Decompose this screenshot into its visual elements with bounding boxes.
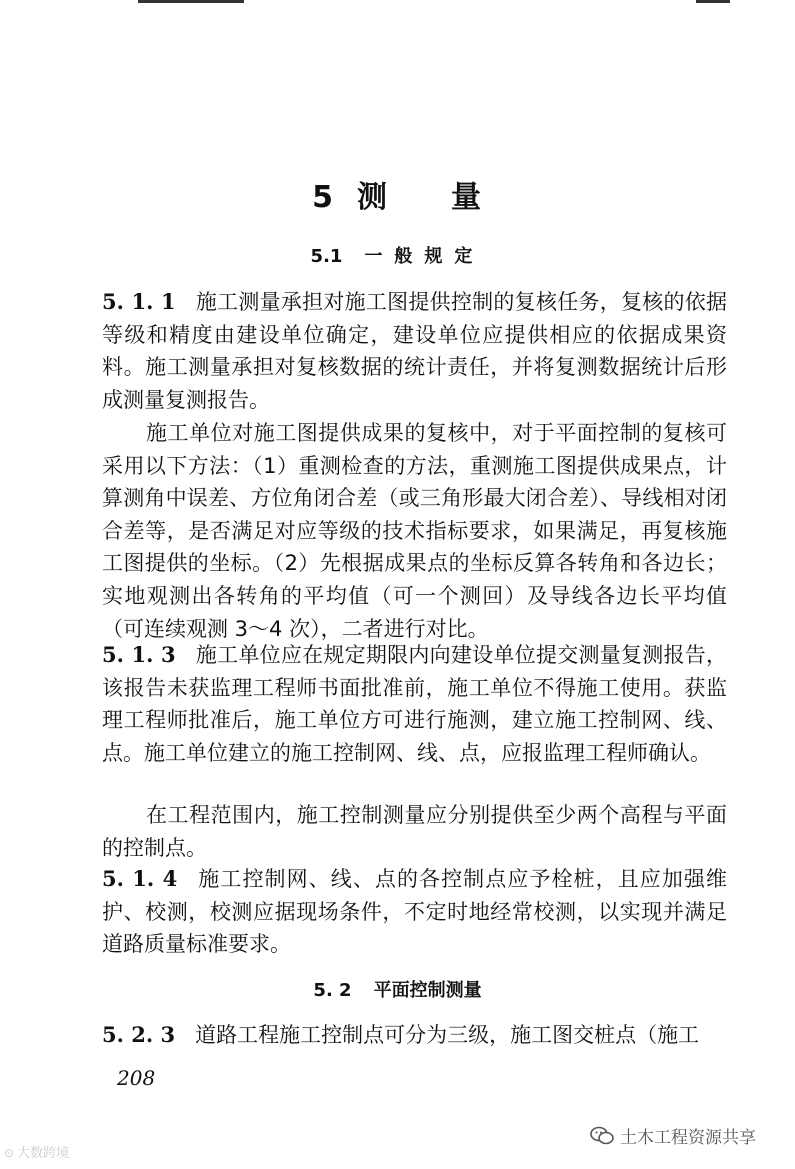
chapter-title-char-2: 量 xyxy=(450,180,483,215)
clause-text: 施工测量承担对施工图提供控制的复核任务，复核的依据等级和精度由建设单位确定，建设单位应提供相应的依据成果资料。施工测量承担对复核数据的统计责任，并将复测数据统计后形成测量复测报告。 xyxy=(102,290,727,412)
clause-text: 道路工程施工控制点可分为三级，施工图交桩点（施工 xyxy=(195,1023,700,1047)
section-heading-5-1 xyxy=(0,242,795,268)
wechat-icon xyxy=(590,1126,614,1146)
top-rule-left xyxy=(138,0,244,3)
watermark-right-text: 土木工程资源共享 xyxy=(620,1128,756,1148)
watermark-right xyxy=(590,1123,756,1148)
section-title: 平面控制测量 xyxy=(373,980,482,1001)
clause-number: 5. 1. 1 xyxy=(102,289,176,314)
top-rule-right xyxy=(696,0,730,3)
watermark-left xyxy=(4,1142,69,1161)
clause-5-1-3 xyxy=(102,639,727,769)
clause-text: 施工单位应在规定期限内向建设单位提交测量复测报告，该报告未获监理工程师书面批准前，施工单位不得施工使用。获监理工程师批准后，施工单位方可进行施测，建立施工控制网、线、点。施工单位建立的施工控制网、线、点，应报监理工程师确认。 xyxy=(102,643,727,765)
clause-number: 5. 1. 4 xyxy=(102,866,178,891)
clause-5-2-3 xyxy=(102,1019,727,1052)
chapter-title xyxy=(0,172,795,216)
clause-number: 5. 2. 3 xyxy=(102,1022,176,1047)
clause-text: 施工控制网、线、点的各控制点应予栓桩，且应加强维护、校测，校测应据现场条件，不定时地经常校测，以实现并满足道路质量标准要求。 xyxy=(102,867,727,957)
paragraph-control-points xyxy=(102,799,727,864)
watermark-left-text: 大数跨境 xyxy=(17,1146,70,1161)
clause-5-1-4 xyxy=(102,863,727,961)
chapter-number: 5 xyxy=(312,180,335,215)
section-number: 5.1 xyxy=(310,246,343,267)
section-title: 一般规定 xyxy=(364,246,485,267)
section-number: 5. 2 xyxy=(313,980,352,1001)
clause-number: 5. 1. 3 xyxy=(102,642,176,667)
page-number: 208 xyxy=(117,1066,156,1090)
clause-5-1-1 xyxy=(102,286,727,416)
chapter-title-char-1: 测 xyxy=(356,180,389,215)
section-heading-5-2 xyxy=(0,976,795,1002)
paragraph-review-methods xyxy=(102,417,727,645)
paragraph-text: 施工单位对施工图提供成果的复核中，对于平面控制的复核可采用以下方法：（1）重测检查的方法，重测施工图提供成果点，计算测角中误差、方位角闭合差（或三角形最大闭合差）、导线相对闭合差等，是否满足对应等级的技术指标要求，如果满足，再复核施工图提供的坐标。（2）先根据成果点的坐标反算各转角和各边长；实地观测出各转角的平均值（可一个测回）及导线各边长平均值（可连续观测 3～4 次），二者进行对比。 xyxy=(102,421,727,641)
paragraph-text: 在工程范围内，施工控制测量应分别提供至少两个高程与平面的控制点。 xyxy=(102,803,727,860)
logo-icon: ⊙ xyxy=(4,1146,15,1160)
